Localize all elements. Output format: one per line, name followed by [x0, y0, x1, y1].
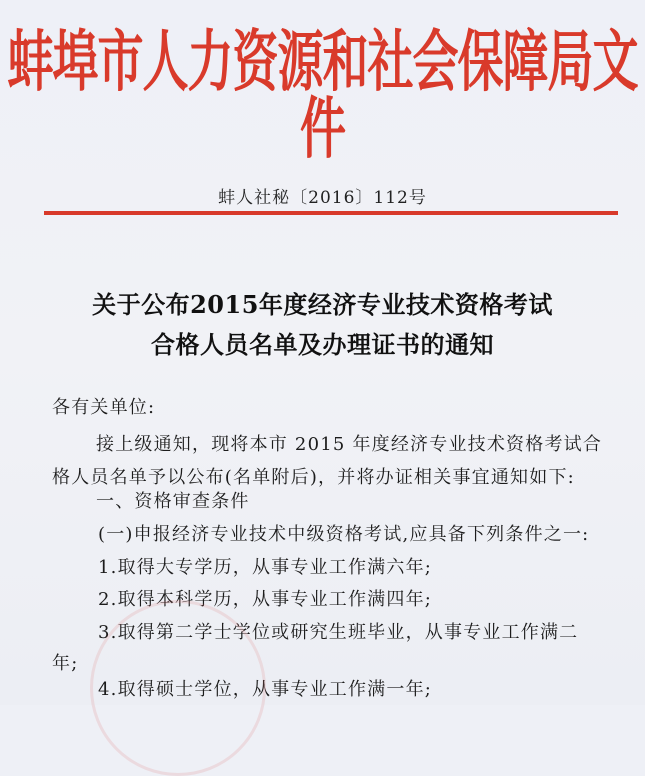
condition-item-3: 3.取得第二学士学位或研究生班毕业，从事专业工作满二	[98, 622, 579, 643]
condition-item-4: 4.取得硕士学位，从事专业工作满一年;	[98, 679, 433, 700]
masthead-title: 蚌埠市人力资源和社会保障局文件	[7, 22, 638, 168]
salutation: 各有关单位:	[52, 397, 156, 418]
condition-item-2: 2.取得本科学历，从事专业工作满四年;	[98, 589, 433, 610]
notice-title-line-1: 关于公布2015年度经济专业技术资格考试	[92, 290, 553, 319]
condition-item-1: 1.取得大专学历，从事专业工作满六年;	[98, 557, 433, 578]
red-divider-line	[44, 211, 618, 215]
notice-title-line-2: 合格人员名单及办理证书的通知	[151, 330, 494, 359]
document-number: 蚌人社秘〔2016〕112号	[218, 188, 427, 208]
intro-paragraph-line-1: 接上级通知，现将本市 2015 年度经济专业技术资格考试合	[96, 434, 603, 455]
subsection-heading: (一)申报经济专业技术中级资格考试,应具备下列条件之一:	[98, 524, 590, 545]
faded-seal-stamp	[90, 600, 266, 776]
intro-paragraph-line-2: 格人员名单予以公布(名单附后)，并将办证相关事宜通知如下:	[52, 467, 575, 488]
condition-item-3-continued: 年;	[52, 653, 79, 674]
section-heading: 一、资格审查条件	[96, 491, 250, 512]
